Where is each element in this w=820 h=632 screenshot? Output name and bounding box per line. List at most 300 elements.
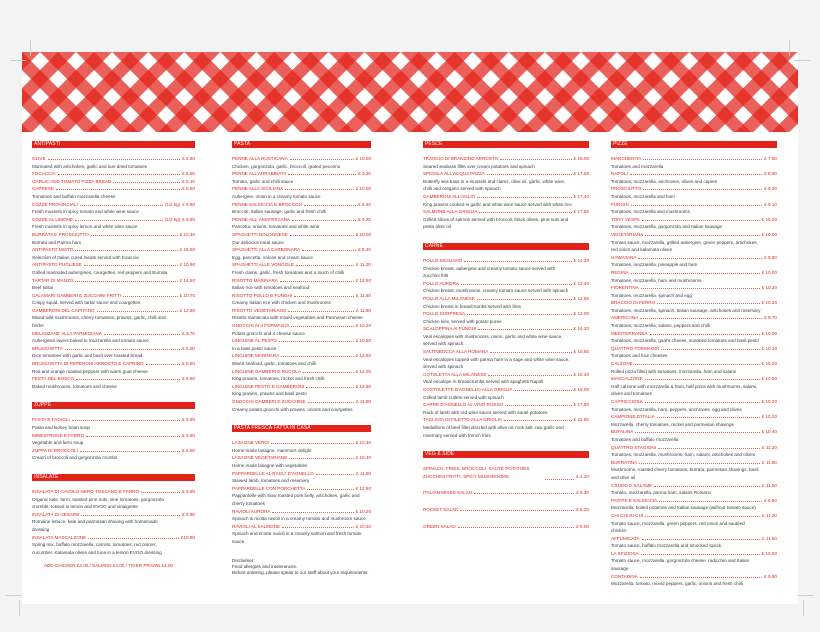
menu-item-row: [423, 348, 589, 356]
dish-name: CHI CHI RI CHI: [611, 512, 644, 518]
crop-mark: [10, 60, 26, 61]
menu-item: [611, 413, 777, 428]
dotted-leader: [294, 293, 354, 297]
section-heading: CARNE: [423, 243, 589, 250]
dotted-leader: [123, 293, 178, 297]
menu-item-row: [611, 330, 777, 338]
dish-price: £ 9.70: [182, 330, 195, 336]
dish-price: £ 17.50: [573, 209, 589, 215]
dotted-leader: [292, 217, 356, 221]
menu-section-antipasti: [32, 141, 195, 390]
dish-name: AMERICANA: [611, 315, 639, 321]
dish-name: LASAGNE VERDI: [232, 440, 270, 446]
menu-item-row: [32, 488, 195, 496]
dish-price: £ 11.20: [762, 512, 777, 518]
dish-price: £ 9.90: [182, 216, 195, 222]
menu-item-row: [232, 185, 371, 193]
dish-name: CRUDO E SALAME: [611, 482, 653, 488]
menu-item: [32, 432, 195, 447]
dish-name: TONY VESPA: [611, 216, 640, 222]
dish-price: £ 13.50: [355, 277, 371, 283]
menu-item: [611, 482, 777, 497]
dish-name: INSALATA DI CAVOLO NERO TOSCANO E FARRO: [32, 488, 140, 494]
dish-name: LINGUINE GAMBERI E RUCOLA: [232, 368, 301, 374]
dotted-leader: [515, 387, 572, 391]
dotted-leader: [488, 372, 571, 376]
dish-name: REGINA: [611, 269, 629, 275]
dish-name: RAVIOLI AL SALMONE: [232, 523, 280, 529]
dish-price: £ 10.20: [761, 285, 777, 291]
dish-description: Spinach and ricotta ravioli in a creamy salmon and fresh tomato sauce: [232, 531, 362, 544]
dish-name: RISOTTO MARINARA: [232, 277, 278, 283]
dotted-leader: [56, 186, 180, 190]
dish-name: COTOLETTA ALLA MILANESE: [423, 371, 487, 377]
dotted-leader: [643, 186, 762, 190]
menu-item-row: [232, 368, 371, 376]
menu-item-row: [232, 485, 371, 493]
dish-name: ROCKET SALAD: [423, 506, 459, 512]
dish-price: £ 11.80: [762, 459, 777, 465]
dish-description: Chicken kiev, served with potato puree: [423, 318, 502, 324]
dish-name: TRANCIO DI BRANZINO ARROSTO: [423, 156, 499, 161]
dish-name: COSTOLETTE D'AGNELLO ALLA GRIGLIA: [423, 387, 513, 393]
salad-add-ons: ADD CHICKEN £3.00 / SALMON £4.00 / TIGER PRAWN £4.00: [43, 563, 174, 569]
section-heading: ZUPPE: [32, 402, 195, 409]
menu-section-pesce: [423, 141, 589, 231]
dotted-leader: [504, 417, 572, 421]
dish-name: ZUPPA DI BROCCOLI: [32, 447, 78, 453]
menu-item-row: [611, 398, 777, 406]
dish-description: Veal escalope in breadcrumbs served with spaghetti Napoli: [423, 379, 544, 385]
menu-item-row: [232, 216, 371, 224]
dish-description: Grilled lamb cutlets served with spinach: [423, 394, 504, 400]
menu-item: [32, 216, 195, 231]
menu-item-row: [32, 170, 195, 178]
dish-price: £ 13.50: [355, 353, 371, 359]
dish-price: £ 10.40: [761, 429, 777, 435]
menu-item: [232, 292, 371, 307]
menu-item-row: [611, 170, 777, 178]
dish-price: £ 9.10: [764, 201, 777, 207]
menu-item: [232, 368, 371, 383]
dotted-leader: [75, 247, 177, 251]
menu-item-row: [423, 489, 589, 497]
dish-price: £ 9.20: [764, 186, 777, 192]
portion-size: (1/2 kg): [164, 216, 181, 222]
menu-item-row: [611, 375, 777, 383]
dish-name: GNOCCHI GAMBERI E ZUCCHINE: [232, 399, 306, 404]
dish-name: INSALATA MASCALZONE: [32, 534, 87, 540]
menu-column-3: [423, 141, 589, 539]
section-heading: PESCE: [423, 141, 589, 148]
dotted-leader: [104, 331, 180, 335]
menu-item-row: [32, 246, 195, 254]
dish-description: Tomatoes, mozzarella and mushrooms: [611, 209, 690, 215]
menu-item: [232, 307, 371, 322]
menu-item: [423, 348, 589, 371]
dish-name: SALMONE ALLA GRIGLIA: [423, 209, 478, 215]
dish-description: Fresh mussels in spicy tomato and white wine sauce: [32, 209, 139, 215]
dish-price: £ 16.00: [573, 387, 589, 393]
dish-name: SPAGHETTI ALLE VONGOLE: [232, 262, 294, 268]
menu-item-row: [232, 337, 371, 345]
dish-name: LINGUINE AL PESTO: [232, 338, 277, 344]
dotted-leader: [113, 179, 180, 183]
menu-item-row: [32, 447, 195, 455]
menu-item: [232, 508, 371, 523]
dish-description: Tomato sauce, mozzarella, gorgonzola cheese, radicchio and Italian sausage: [611, 558, 750, 572]
dish-price: £ 10.20: [355, 508, 371, 514]
dish-description: Stewed lamb, tomatoes and rosemary: [232, 478, 310, 484]
dotted-leader: [661, 346, 759, 350]
dish-name: BRACCIO DI FERRO: [611, 300, 656, 306]
menu-item: [423, 208, 589, 231]
dish-name: LA SFIZIOSA: [611, 550, 639, 556]
dotted-leader: [635, 429, 759, 433]
dotted-leader: [638, 255, 762, 259]
dish-name: PENNE ALL'ARRABBIATA: [232, 171, 287, 177]
dish-description: Tomatoes and four cheeses: [611, 353, 668, 359]
dotted-leader: [97, 308, 178, 312]
menu-item-row: [32, 155, 195, 163]
menu-item-row: [611, 482, 777, 490]
dish-description: Potato gnocchi and 4 cheese sauce: [232, 330, 305, 336]
dotted-leader: [487, 171, 572, 175]
dish-price: £ 10.20: [761, 361, 777, 367]
menu-item-row: [611, 535, 777, 543]
dish-description: Tomato, garlic and chilli sauce: [232, 178, 294, 184]
menu-item-row: [423, 280, 589, 288]
dish-price: £ 10.00: [761, 269, 777, 275]
menu-item-row: [611, 428, 777, 436]
dotted-leader: [48, 156, 181, 160]
menu-item-row: [232, 523, 371, 531]
dish-description: Chicken, gorgonzola, garlic, broccoli, grated pecorino: [232, 163, 341, 169]
dish-description: Creamy Italian rice with chicken and mushrooms: [232, 300, 331, 306]
dish-price: £ 8.50: [182, 186, 195, 192]
dish-price: £ 6.50: [182, 432, 195, 438]
dish-name: POLLO SICILIANO: [423, 257, 463, 263]
dish-name: MARGHERITA: [611, 156, 642, 161]
menu-item: [32, 201, 195, 216]
menu-item: [232, 485, 371, 508]
menu-section-insalate: [32, 474, 195, 568]
dish-name: PENNE ALLA RUSTICANA: [232, 156, 288, 161]
dish-name: TAGLIATA DI FILETTO ALLA GRIGLIA: [423, 417, 502, 423]
dish-price: £ 10.90: [179, 262, 195, 268]
dish-price: £ 8.50: [182, 361, 195, 367]
dish-price: £ 10.20: [355, 323, 371, 329]
dish-price: £ 6.20: [576, 506, 589, 512]
dish-name: CAPRESE: [32, 186, 54, 192]
menu-item-row: [423, 193, 589, 201]
dotted-leader: [464, 258, 571, 262]
dish-price: £ 10.00: [355, 231, 371, 237]
menu-item: [423, 371, 589, 386]
dish-name: FOCACCIA: [32, 171, 56, 177]
dotted-leader: [72, 417, 181, 421]
menu-item-row: [611, 444, 777, 452]
dish-description: Chicken breast, mushrooms, creamy tomato sauce served with spinach: [423, 288, 569, 294]
dish-price: £ 10.00: [355, 156, 371, 161]
dish-price: £ 12.00: [355, 368, 371, 374]
dotted-leader: [271, 440, 354, 444]
menu-item-row: [611, 345, 777, 353]
dish-price: £ 6.10: [182, 178, 195, 184]
menu-item: [423, 325, 589, 348]
dotted-leader: [477, 296, 572, 300]
section-heading: INSALATE: [32, 474, 195, 481]
dish-name: POLLO ALLA MILANESE: [423, 295, 475, 301]
dish-description: Selection of Italian cured meats served with focaccia: [32, 254, 139, 260]
dotted-leader: [290, 232, 354, 236]
dotted-leader: [316, 471, 354, 475]
dish-name: CONTADINA: [611, 573, 638, 579]
dish-price: £ 10.00: [355, 186, 371, 192]
dish-name: HAWAIIANA: [611, 254, 637, 260]
menu-item-row: [32, 330, 195, 338]
dotted-leader: [75, 217, 163, 221]
dotted-leader: [658, 445, 760, 449]
menu-item-row: [32, 307, 195, 315]
menu-item-row: [232, 470, 371, 478]
dish-description: Burrata and Parma ham: [32, 239, 82, 245]
crop-mark: [794, 60, 810, 61]
menu-item: [423, 193, 589, 208]
menu-item: [611, 330, 777, 345]
dish-name: COZZE PROVINCIALI: [32, 201, 78, 207]
crop-mark: [798, 595, 814, 596]
gingham-tablecloth-banner: [22, 52, 798, 132]
dotted-leader: [642, 536, 760, 540]
dish-name: PENNE SALSICCIA E BROCCOLI: [232, 201, 303, 207]
menu-item: [232, 231, 371, 246]
menu-item-row: [611, 216, 777, 224]
menu-item-row: [423, 523, 589, 531]
menu-item: [232, 185, 371, 200]
dish-description: Chicken breast, aubergine and creamy tomato sauce served with zucchini fritti: [423, 265, 556, 279]
dish-price: £ 11.50: [356, 307, 371, 313]
dish-price: £ 6.50: [182, 447, 195, 453]
dotted-leader: [631, 270, 760, 274]
dish-price: £ 9.80: [764, 573, 777, 579]
menu-item-row: [423, 506, 589, 514]
dish-price: £ 10.40: [179, 231, 195, 237]
dish-price: £ 10.20: [761, 216, 777, 222]
dish-price: £ 11.50: [762, 482, 777, 488]
menu-item: [32, 511, 195, 534]
dish-price: £ 5.00: [576, 523, 589, 529]
menu-item-row: [32, 375, 195, 383]
menu-item-row: [611, 269, 777, 277]
dish-name: PROSCIUTTO: [611, 186, 642, 192]
dish-price: £ 14.50: [179, 277, 195, 283]
dish-price: £ 9.20: [358, 216, 371, 222]
menu-item: [32, 185, 195, 200]
dotted-leader: [642, 217, 760, 221]
dish-name: CALAMARI GAMBERI E ZUCCHINI FRITTI: [32, 292, 122, 298]
dish-price: £ 9.20: [358, 171, 371, 177]
dish-name: POLLO SORPRESA: [423, 311, 466, 317]
menu-item: [423, 155, 589, 170]
menu-item: [232, 170, 371, 185]
menu-item: [611, 231, 777, 254]
portion-size: (1/2 kg): [164, 201, 181, 207]
crop-mark: [6, 595, 22, 596]
dish-price: £ 9.90: [182, 201, 195, 207]
menu-item-row: [32, 231, 195, 239]
menu-item: [611, 428, 777, 443]
menu-item: [232, 439, 371, 454]
dotted-leader: [640, 315, 762, 319]
dotted-leader: [282, 524, 354, 528]
menu-item: [611, 254, 777, 269]
dish-price: £ 12.50: [355, 383, 371, 389]
dotted-leader: [302, 247, 356, 251]
dish-price: £ 7.60: [764, 156, 777, 161]
menu-item-row: [423, 401, 589, 409]
menu-item: [232, 352, 371, 367]
dish-price: £ 11.20: [762, 444, 777, 450]
dish-name: PASTA E FAGIOLI: [32, 417, 70, 423]
dish-price: £ 10.80: [355, 338, 371, 344]
menu-item: [423, 523, 589, 531]
dotted-leader: [86, 433, 180, 437]
section-spacer: [423, 231, 589, 243]
dish-name: MINESTRONE E FARRO: [32, 432, 85, 438]
dish-name: LINGUINE PESTO E GAMBERONI: [232, 383, 305, 389]
menu-item: [423, 310, 589, 325]
menu-item-row: [611, 550, 777, 558]
dish-description: Dice tomatoes with garlic and basil over toasted bread: [32, 353, 143, 359]
dish-name: SPINACH, FRIES, BROCCOLI, SAUTÉ POTATOES, ZUCCHINI FRITTI, SPICY MUSHROOMS: [423, 466, 531, 479]
dish-name: CALZONE: [611, 361, 633, 367]
menu-item-row: [32, 201, 195, 209]
dish-description: Tomatoes, mozzarella, salami, peppers and chilli: [611, 323, 710, 329]
dish-name: MELANZANE ALLA PARMIGIANA: [32, 330, 102, 336]
menu-item-row: [423, 386, 589, 394]
dish-price: £ 12.50: [179, 307, 195, 313]
dotted-leader: [288, 308, 354, 312]
dotted-leader: [141, 489, 180, 493]
dish-price: £ 10.10: [761, 345, 777, 351]
dish-description: Pappardelle with slow roasted pork belly, artichokes, garlic and cherry tomatoes: [232, 493, 360, 506]
menu-item: [611, 398, 777, 413]
dotted-leader: [288, 171, 356, 175]
dotted-leader: [291, 323, 353, 327]
dish-name: BURRATA E PROSCIUTTO: [32, 231, 89, 237]
dotted-leader: [645, 513, 760, 517]
dish-description: Tomatoes, mozzarella, anchovies, olives and capers: [611, 178, 718, 184]
dotted-leader: [307, 486, 353, 490]
menu-item-row: [232, 508, 371, 516]
dish-description: Mozzarella, boiled potatoes and Italian sausage (without tomato sauce): [611, 505, 756, 511]
menu-item-row: [423, 416, 589, 424]
dotted-leader: [461, 281, 572, 285]
menu-item-row: [32, 534, 195, 542]
menu-item: [32, 292, 195, 307]
dish-description: Grilled marinated aubergines, courgettes, red peppers and Burrata: [32, 269, 168, 275]
menu-item-row: [611, 201, 777, 209]
menu-item: [232, 155, 371, 170]
dish-description: Tomatoes and buffalo mozzarella cheese: [32, 193, 116, 199]
dish-price: £ 10.40: [355, 523, 371, 529]
dish-description: Aubergine, onion in a creamy tomato sauce: [232, 193, 321, 199]
menu-item: [611, 497, 777, 512]
menu-item-row: [232, 439, 371, 447]
menu-item-row: [423, 295, 589, 303]
dish-description: Rolled pizza filled with tomatoes, mozzarella, ham and salami: [611, 368, 737, 374]
menu-item: [32, 246, 195, 261]
menu-item-row: [32, 345, 195, 353]
dish-name: PAPPARDELLE AL RAGU' D'AGNELLO: [232, 470, 314, 476]
dish-name: LINGUINE MARINARA: [232, 353, 280, 359]
menu-item-row: [611, 155, 777, 163]
dish-price: £ 9.50: [182, 376, 195, 382]
dish-description: Pancetta, onions, tomatoes and white wine: [232, 224, 320, 230]
dish-description: Half calzone with mozzarella & ham, half pizza with mushrooms, salami, olives and tomatoes: [611, 383, 758, 397]
dotted-leader: [289, 455, 353, 459]
dish-price: £ 17.40: [573, 193, 589, 199]
menu-section-pasta-fresca-fatta-in-casa: [232, 425, 371, 545]
dish-description: Fresh mussels in spicy lemon and white wine sauce: [32, 224, 138, 230]
dish-description: Baked mushrooms, tomatoes and cheese: [32, 383, 117, 389]
dish-name: QUATTRO FORMAGGI: [611, 345, 660, 351]
dotted-leader: [478, 326, 571, 330]
dish-price: £ 12.80: [573, 295, 589, 301]
dotted-leader: [659, 498, 762, 502]
menu-item: [423, 386, 589, 401]
dish-description: Beef tartar: [32, 285, 54, 291]
dish-name: MASCALZONE: [611, 376, 643, 382]
dish-description: King prawns, tomatoes, rocket and fresh chilli: [232, 376, 325, 382]
dotted-leader: [91, 232, 178, 236]
menu-item-row: [611, 231, 777, 239]
dish-name: GNOCCHI AI 4 FORMAGGI: [232, 323, 290, 329]
dotted-leader: [545, 476, 574, 480]
dotted-leader: [657, 414, 760, 418]
dotted-leader: [650, 331, 760, 335]
menu-item-row: [232, 277, 371, 285]
dotted-leader: [303, 369, 354, 373]
menu-item-row: [32, 261, 195, 269]
dish-name: BURRATINA: [611, 459, 638, 465]
allergy-disclaimer: [232, 558, 432, 576]
dish-price: £ 4.20: [576, 473, 589, 479]
menu-section-carne: [423, 243, 589, 439]
dotted-leader: [308, 399, 354, 403]
dish-price: £ 5.30: [576, 490, 589, 496]
dish-name: GAMBERONI ALL'AGLIO: [423, 193, 476, 199]
dish-description: Seared seabass fillet over cream potatoes and spinach: [423, 163, 535, 169]
section-heading: ANTIPASTI: [32, 141, 195, 148]
dish-name: SCALOPPINA AI FUNGHI: [423, 326, 477, 332]
dotted-leader: [630, 171, 762, 175]
menu-item-row: [423, 155, 589, 163]
menu-item-row: [232, 170, 371, 178]
dish-description: Organic kale, farro, toasted pine nuts, vine tomatoes, gorgonzola crumble, tossed in lemon and EVOO and vinaigrette: [32, 496, 164, 510]
menu-section-zuppe: [32, 402, 195, 462]
dish-price: £ 5.90: [182, 417, 195, 423]
dish-price: £ 16.00: [573, 156, 589, 161]
dotted-leader: [88, 535, 179, 539]
dish-price: £ 5.60: [182, 171, 195, 177]
dish-description: Creamy potato gnocchi with prawns, onions and courgettes: [232, 406, 353, 412]
section-heading: PIZZE: [611, 141, 777, 148]
dish-name: BRUSCHETTA: [32, 345, 63, 351]
dish-description: King prawns, prawns and basil pesto: [232, 391, 307, 397]
dish-price: £ 17.50: [573, 402, 589, 408]
